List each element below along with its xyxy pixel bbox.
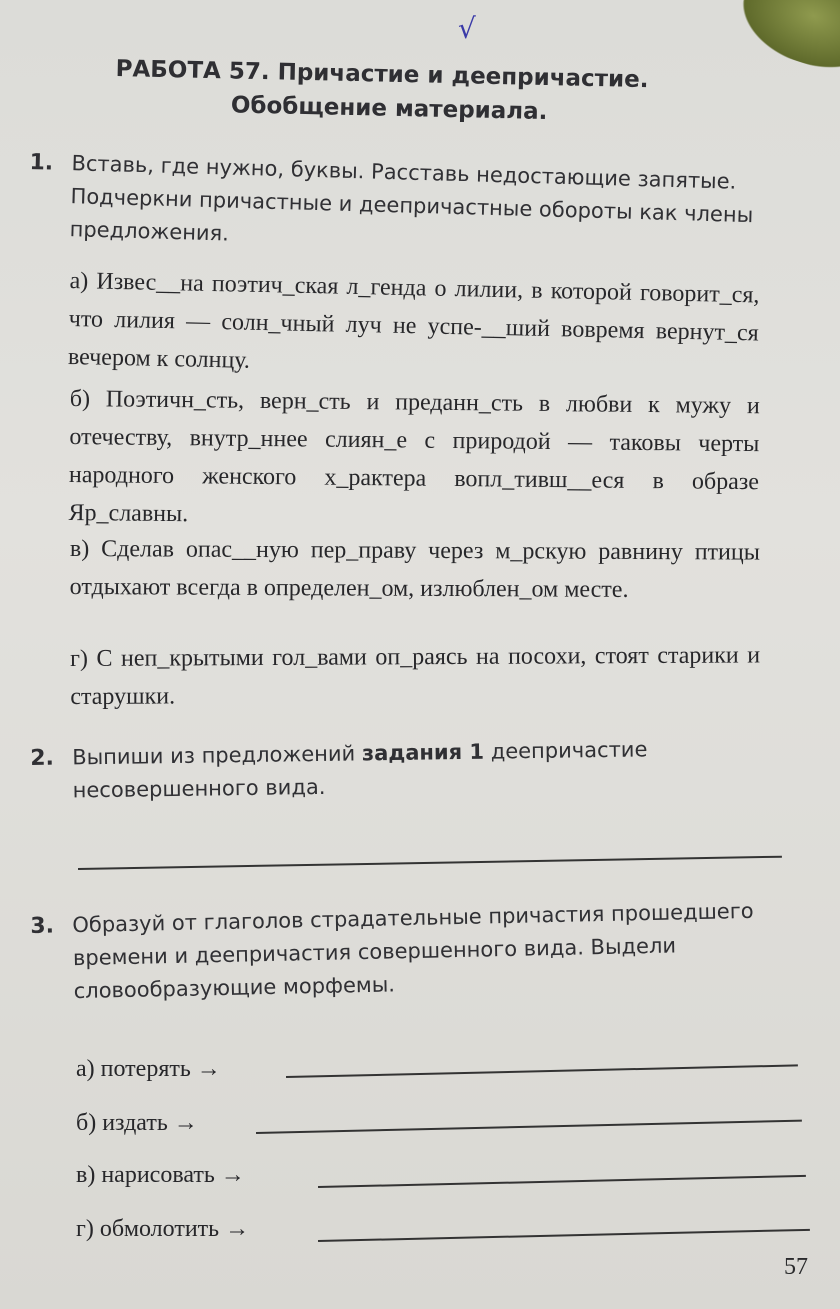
- page-title: [115, 52, 756, 133]
- title-label: РАБОТА 57.: [115, 55, 270, 86]
- task-instruction: [72, 731, 791, 807]
- sentence-a: а) Извес__на поэтич_ская л_генда о лилии, в которой говорит_ся, что лилия — солн_чный луч не успе-__ший вовремя вернут_ся вечером к солнцу.: [67, 267, 760, 374]
- verb-item-d: г) обмолотить →: [76, 1216, 250, 1242]
- answer-line-b[interactable]: [256, 1120, 802, 1134]
- sentence-c: в) Сделав опас__ную пер_праву через м_рскую равнину птицы отдыхают всегда в определен_ом, излюблен_ом месте.: [69, 535, 760, 603]
- answer-line[interactable]: [78, 856, 782, 870]
- check-mark: √: [458, 12, 476, 45]
- task-3: [30, 894, 792, 1009]
- verb-item-a: а) потерять →: [76, 1056, 221, 1082]
- page-number: 57: [784, 1254, 808, 1280]
- answer-line-a[interactable]: [286, 1064, 798, 1078]
- answer-line-d[interactable]: [318, 1229, 810, 1242]
- task-number: 2.: [30, 745, 55, 771]
- task-number: 1.: [29, 149, 54, 176]
- sentence-b: б) Поэтичн_сть, верн_сть и преданн_сть в любви к мужу и отечеству, внутр_ннее слиян_е с природой — таковы черты народного женского х_рактера вопл_тивш__еся в образе Яр_славны.: [68, 385, 760, 528]
- verb-item-b: б) издать →: [76, 1110, 198, 1136]
- instruction-reference: задания 1: [361, 739, 485, 766]
- task-1: [27, 146, 789, 266]
- task-instruction: Вставь, где нужно, буквы. Расставь недостающие запятые. Подчеркни причастные и деепричастные обороты как члены предложения.: [69, 151, 754, 246]
- answer-line-c[interactable]: [318, 1175, 806, 1188]
- instruction-text: Выпиши из предложений: [72, 741, 356, 770]
- task-2: [30, 731, 791, 808]
- task-instruction: Образуй от глаголов страдательные причастия прошедшего времени и деепричастия совершенного вида. Выдели словообразующие морфемы.: [72, 898, 754, 1004]
- instruction-text: деепричастие несовершенного вида.: [72, 737, 648, 803]
- sentence-d: г) С неп_крытыми гол_вами оп_раясь на посохи, стоят старики и старушки.: [70, 642, 761, 710]
- title-subtitle: Обобщение материала.: [230, 92, 548, 126]
- verb-item-c: в) нарисовать →: [76, 1162, 245, 1188]
- title-topic: Причастие и деепричастие.: [277, 59, 649, 94]
- task-number: 3.: [30, 913, 55, 939]
